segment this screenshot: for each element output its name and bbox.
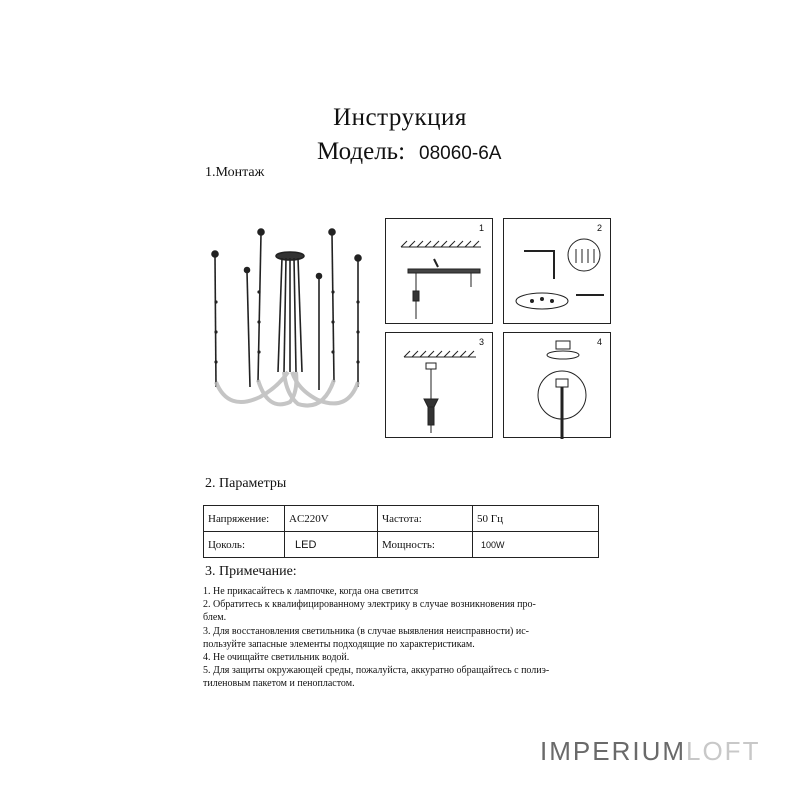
table-cell: AC220V [285,506,378,532]
table-row [204,532,599,558]
diagram-panel-4 [503,332,611,438]
ceiling-mount-diagram [386,219,494,325]
diagram-panel-1 [385,218,493,324]
table-cell: Мощность: [378,532,473,558]
note-line: 4. Не очищайте светильник водой. [203,652,350,664]
panel-number: 2 [596,223,602,233]
diagram-panel-3 [385,332,493,438]
table-cell: 50 Гц [473,506,599,532]
table-row [204,506,599,532]
model-line [317,138,501,166]
brand-watermark-part2: LOFT [686,736,761,766]
canopy-rotate-diagram [504,333,612,439]
table-cell: Напряжение: [204,506,285,532]
model-label: Модель: [317,138,406,165]
document-title: Инструкция [333,104,467,131]
notes-list [203,585,603,691]
panel-number: 4 [596,337,602,347]
section-mounting-heading: 1.Монтаж [205,165,265,180]
section-parameters-heading: 2. Параметры [205,476,287,491]
note-line: 1. Не прикасайтесь к лампочке, когда она светится [203,586,419,597]
note-line: тиленовым пакетом и пенопластом. [203,678,355,690]
wiring-connection-diagram [504,219,612,325]
chandelier-illustration [198,222,378,422]
table-cell: LED [285,532,378,558]
section-notes-heading: 3. Примечание: [205,564,297,579]
note-line: пользуйте запасные элементы подходящие по характеристикам. [203,638,475,650]
panel-number: 3 [478,337,484,347]
diagram-panel-2 [503,218,611,324]
brand-watermark-part1: IMPERIUM [540,736,686,766]
table-cell: Цоколь: [204,532,285,558]
note-line: 5. Для защиты окружающей среды, пожалуйста, аккуратно обращайтесь с полиэ- [203,665,550,677]
canopy-attach-diagram [386,333,494,439]
table-cell: 100W [473,532,599,558]
note-line: блем. [203,612,227,624]
note-line: 2. Обратитесь к квалифицированному электрику в случае возникновения про- [203,599,536,611]
brand-watermark [540,736,760,767]
model-number: 08060-6A [419,143,502,164]
panel-number: 1 [478,223,484,233]
parameters-table [203,505,599,558]
note-line: 3. Для восстановления светильника (в случае выявления неисправности) ис- [203,625,530,637]
table-cell: Частота: [378,506,473,532]
